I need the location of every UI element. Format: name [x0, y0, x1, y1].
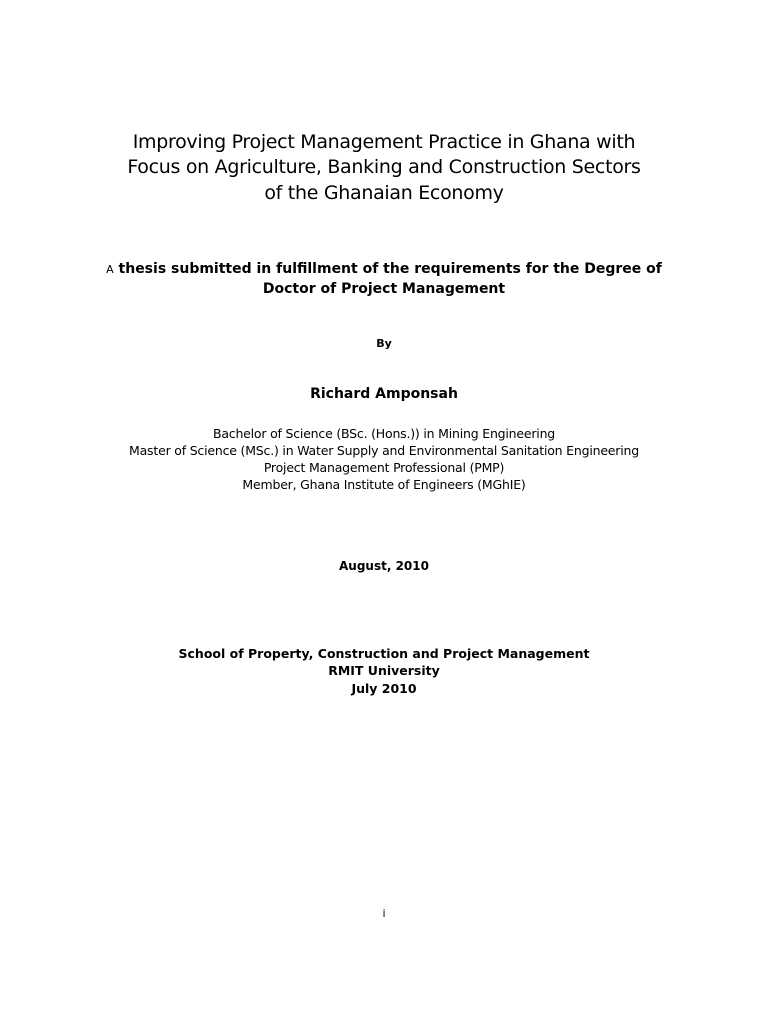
credential-pmp: Project Management Professional (PMP) [263, 460, 505, 475]
title-line-1: Improving Project Management Practice in Ghana with [132, 131, 636, 153]
institution-date: July 2010 [351, 681, 417, 696]
credential-bsc: Bachelor of Science (BSc. (Hons.)) in Mining Engineering [212, 426, 556, 441]
thesis-statement-line-2: Doctor of Project Management [262, 281, 506, 297]
submission-date: August, 2010 [339, 559, 429, 573]
title-line-3: of the Ghanaian Economy [264, 182, 504, 204]
thesis-statement-lead-letter: A [106, 263, 114, 276]
institution-school: School of Property, Construction and Project Management [178, 646, 590, 661]
thesis-statement-line-1-text: thesis submitted in fulfillment of the requirements for the Degree of [118, 261, 662, 277]
title-line-2: Focus on Agriculture, Banking and Construction Sectors [127, 156, 641, 178]
credential-mghie: Member, Ghana Institute of Engineers (MGhIE) [242, 477, 526, 492]
institution-university: RMIT University [328, 663, 440, 678]
page-number: i [382, 907, 386, 920]
author-name: Richard Amponsah [310, 386, 458, 402]
thesis-statement-line-1 [0, 259, 768, 280]
by-label: By [376, 337, 392, 350]
credential-msc: Master of Science (MSc.) in Water Supply and Environmental Sanitation Engineering [129, 443, 639, 458]
